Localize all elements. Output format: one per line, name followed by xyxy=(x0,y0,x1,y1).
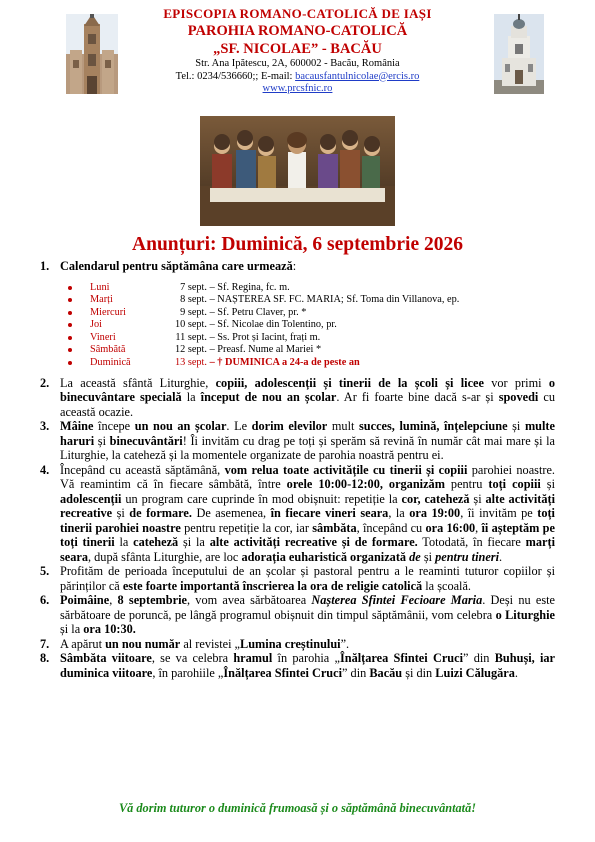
text-segment: Înălțarea Sfintei Cruci xyxy=(339,651,463,666)
text-segment: , îi invităm pe xyxy=(460,506,538,521)
text-segment: și xyxy=(507,419,525,434)
last-supper-painting xyxy=(200,116,395,226)
text-segment: adolescenții xyxy=(60,491,122,506)
day-date: 13 sept. xyxy=(174,357,207,369)
day-name: Marți xyxy=(90,294,113,306)
day-date: 12 sept. xyxy=(174,344,207,356)
text-segment: îi așteptăm pe toți tinerii xyxy=(60,520,555,550)
text-segment: , începând cu xyxy=(356,520,426,535)
text-segment: Începând cu această săptămână, xyxy=(60,462,225,477)
text-segment: cateheză xyxy=(133,535,179,550)
text-segment: Mâine xyxy=(60,419,94,434)
text-segment: ” din xyxy=(463,651,495,666)
text-segment: La această sfântă Liturghie, xyxy=(60,375,216,390)
text-segment: și xyxy=(112,506,130,521)
calendar-row-sunday xyxy=(60,357,555,370)
text-segment: vom relua toate activitățile cu tinerii și copiii xyxy=(224,462,468,477)
text-segment: succes, lumină, înțelepciune xyxy=(359,419,508,434)
text-segment: ora 16:00 xyxy=(425,520,476,535)
day-feast: – Sf. Nicolae din Tolentino, pr. xyxy=(209,319,337,331)
announcement-1 xyxy=(40,259,555,370)
text-segment: ” din xyxy=(342,665,370,680)
text-segment: cu această ocazie. xyxy=(60,390,555,419)
text-segment: la școală. xyxy=(422,578,472,593)
text-segment: 8 septembrie xyxy=(117,593,187,608)
text-segment: , vom avea sărbătoarea xyxy=(186,593,312,608)
text-segment: toți copiii xyxy=(488,477,541,492)
right-church-image xyxy=(494,14,544,94)
text-segment: o Liturghie xyxy=(495,607,555,622)
text-segment: un nou an școlar xyxy=(134,419,227,434)
text-segment: Buhuși, iar duminica viitoare xyxy=(60,651,556,680)
announcement-2 xyxy=(40,376,555,420)
day-date: 9 sept. xyxy=(180,306,207,318)
text-segment: al revistei „ xyxy=(180,636,241,651)
text-segment: binecuvântări xyxy=(109,433,183,448)
text-segment: multe haruri xyxy=(60,419,555,448)
text-segment: Nașterea Sfintei Fecioare Maria xyxy=(311,593,483,608)
text-segment: ! Îi invităm cu drag pe toți și sperăm să revină în număr cât mai mare și la Liturghie, la cateheză și la momentele organizate de parohia noastră pentru ei. xyxy=(60,433,555,463)
parish-address: Str. Ana Ipătescu, 2A, 600002 - Bacău, România xyxy=(195,58,400,69)
text-segment: De asemenea, xyxy=(191,506,271,521)
text-segment: ”. xyxy=(340,636,350,651)
announcement-4 xyxy=(40,463,555,565)
text-segment: Totodată, în fiecare xyxy=(417,535,526,550)
text-segment: este foarte importantă înscrierea la ora de religie catolică xyxy=(122,578,423,593)
day-name: Miercuri xyxy=(90,306,127,318)
text-segment: de formare. xyxy=(129,506,192,521)
text-segment: , xyxy=(475,520,482,535)
text-segment: un program care cuprinde în mod obișnuit: repetiție la xyxy=(121,491,402,506)
phone-text: Tel.: 0234/536660;; E-mail: xyxy=(175,70,296,82)
text-segment: . xyxy=(514,665,518,680)
calendar-row xyxy=(60,332,555,345)
text-segment: alte activități recreative xyxy=(60,491,555,521)
text-segment: începe xyxy=(93,419,135,434)
bullet-icon xyxy=(68,348,72,352)
weekly-calendar xyxy=(60,282,555,370)
calendar-row xyxy=(60,282,555,295)
website-link[interactable]: www.prcsfnic.ro xyxy=(262,83,333,94)
text-segment: vor primi xyxy=(483,375,549,390)
announcement-8 xyxy=(40,651,555,680)
text-segment: sâmbăta xyxy=(312,520,357,535)
text-segment: parohiei noastre. Vă reamintim că în fiecare sâmbătă, între xyxy=(60,462,555,492)
text-segment: Sâmbăta viitoare xyxy=(60,651,152,666)
colon: : xyxy=(292,259,297,273)
calendar-heading: Calendarul pentru săptămâna care urmează xyxy=(60,259,293,273)
calendar-row xyxy=(60,294,555,307)
text-segment: dorim elevilor xyxy=(251,419,328,434)
item-number: 5. xyxy=(40,564,50,579)
text-segment: Poimâine xyxy=(60,593,110,608)
text-segment: și xyxy=(420,549,436,564)
text-segment: , se va celebra xyxy=(151,651,234,666)
item-number: 1. xyxy=(40,259,50,273)
text-segment: . Ar fi foarte bine dacă s-ar și xyxy=(336,390,499,405)
text-segment: Profităm de perioada începutului de an școlar și pastoral pentru a le reaminti tuturor copiilor și părinților că xyxy=(60,564,555,593)
item-number: 4. xyxy=(40,462,50,477)
item-number: 6. xyxy=(40,593,50,608)
text-segment: pentru tineri xyxy=(435,549,500,564)
text-segment: adorația euharistică organizată xyxy=(241,549,407,564)
bullet-icon xyxy=(68,361,72,365)
day-feast: – † DUMINICA a 24-a de peste an xyxy=(209,357,360,369)
text-segment: și la xyxy=(178,535,210,550)
day-date: 11 sept. xyxy=(175,331,207,343)
text-segment: copiii, adolescenții și tinerii de la școli și licee xyxy=(215,375,484,390)
text-segment: spovedi xyxy=(498,390,539,405)
text-segment: ora 10:30. xyxy=(83,622,136,637)
emphasis xyxy=(311,593,482,607)
announcements-list xyxy=(40,259,555,680)
text-segment: în fiecare vineri seara xyxy=(270,506,389,521)
bullet-icon xyxy=(68,286,72,290)
day-name: Luni xyxy=(90,281,110,293)
text-segment: cor, cateheză xyxy=(401,491,470,506)
day-name: Vineri xyxy=(90,331,116,343)
text-segment: , xyxy=(109,593,118,608)
email-link[interactable]: bacausfantulnicolae@ercis.ro xyxy=(295,70,420,82)
text-segment: în parohia „ xyxy=(272,651,340,666)
diocese-name: EPISCOPIA ROMANO-CATOLICĂ DE IAȘI xyxy=(163,6,432,21)
announcement-7 xyxy=(40,637,555,652)
text-segment: , la xyxy=(388,506,410,521)
item-number: 8. xyxy=(40,651,50,666)
text-segment: , în parohiile „ xyxy=(152,665,224,680)
text-segment: început de nou an școlar xyxy=(200,390,337,405)
text-segment: pentru xyxy=(444,477,489,492)
emphasis xyxy=(409,550,421,564)
calendar-row xyxy=(60,344,555,357)
text-segment: toți tinerii parohiei noastre xyxy=(60,506,555,535)
announcement-3 xyxy=(40,419,555,463)
announcement-6 xyxy=(40,593,555,637)
bullet-icon xyxy=(68,298,72,302)
item-number: 7. xyxy=(40,636,50,651)
day-date: 8 sept. xyxy=(180,294,207,306)
day-feast: – Sf. Petru Claver, pr. * xyxy=(209,306,307,318)
text-segment: Bacău xyxy=(369,665,403,680)
parish-name: PAROHIA ROMANO-CATOLICĂ xyxy=(187,23,408,39)
day-name: Joi xyxy=(90,319,103,331)
left-church-tower-image xyxy=(66,14,118,94)
text-segment: . xyxy=(499,549,503,564)
text-segment: la xyxy=(114,535,134,550)
text-segment: la xyxy=(181,390,201,405)
day-feast: – Sf. Regina, fc. m. xyxy=(209,281,290,293)
emphasis xyxy=(435,550,499,564)
item-number: 2. xyxy=(40,375,50,390)
text-segment: . Deși nu este sărbătoare de poruncă, pe lângă programul obișnuit din timpul săptămânii, vom celebra xyxy=(60,593,555,622)
announcement-5 xyxy=(40,564,555,593)
parish-saint: „SF. NICOLAE” - BACĂU xyxy=(213,41,382,57)
page-title: Anunțuri: Duminică, 6 septembrie 2026 xyxy=(132,234,463,255)
text-segment: orele 10:00-12:00, organizăm xyxy=(286,477,445,492)
item-number: 3. xyxy=(40,419,50,434)
text-segment: , după sfânta Liturghie, are loc xyxy=(88,549,242,564)
text-segment: o binecuvântare specială xyxy=(60,375,556,405)
text-segment: pentru repetiție la cor, iar xyxy=(180,520,313,535)
calendar-row xyxy=(60,307,555,320)
day-feast: – Ss. Prot și Iacint, frați m. xyxy=(209,331,321,343)
bullet-icon xyxy=(68,323,72,327)
text-segment: alte activități recreative și de formare. xyxy=(209,535,418,550)
day-date: 7 sept. xyxy=(180,281,207,293)
text-segment: Înălțarea Sfintei Cruci xyxy=(223,665,343,680)
text-segment: A apărut xyxy=(60,636,106,651)
text-segment: Luizi Călugăra xyxy=(435,665,515,680)
text-segment: Lumina creștinului xyxy=(240,636,341,651)
bullet-icon xyxy=(68,311,72,315)
text-segment: și xyxy=(540,477,555,492)
text-segment: și xyxy=(94,433,110,448)
text-segment: hramul xyxy=(233,651,273,666)
text-segment: marți seara xyxy=(60,535,556,564)
closing-wish: Vă dorim tuturor o duminică frumoasă și o săptămână binecuvântată! xyxy=(118,801,477,815)
calendar-row xyxy=(60,319,555,332)
text-segment: un nou număr xyxy=(105,636,181,651)
text-segment: ora 19:00 xyxy=(409,506,461,521)
day-feast: – NAȘTEREA SF. FC. MARIA; Sf. Toma din Villanova, ep. xyxy=(209,294,460,306)
bullet-icon xyxy=(68,336,72,340)
text-segment: de xyxy=(409,549,421,564)
text-segment: mult xyxy=(327,419,359,434)
day-name: Duminică xyxy=(90,357,131,369)
day-feast: – Preasf. Nume al Mariei * xyxy=(209,344,322,356)
day-date: 10 sept. xyxy=(174,319,207,331)
day-name: Sâmbătă xyxy=(90,344,126,356)
text-segment: și la xyxy=(60,622,84,637)
text-segment: . Le xyxy=(226,419,252,434)
text-segment: și xyxy=(469,491,486,506)
text-segment: și din xyxy=(402,665,436,680)
